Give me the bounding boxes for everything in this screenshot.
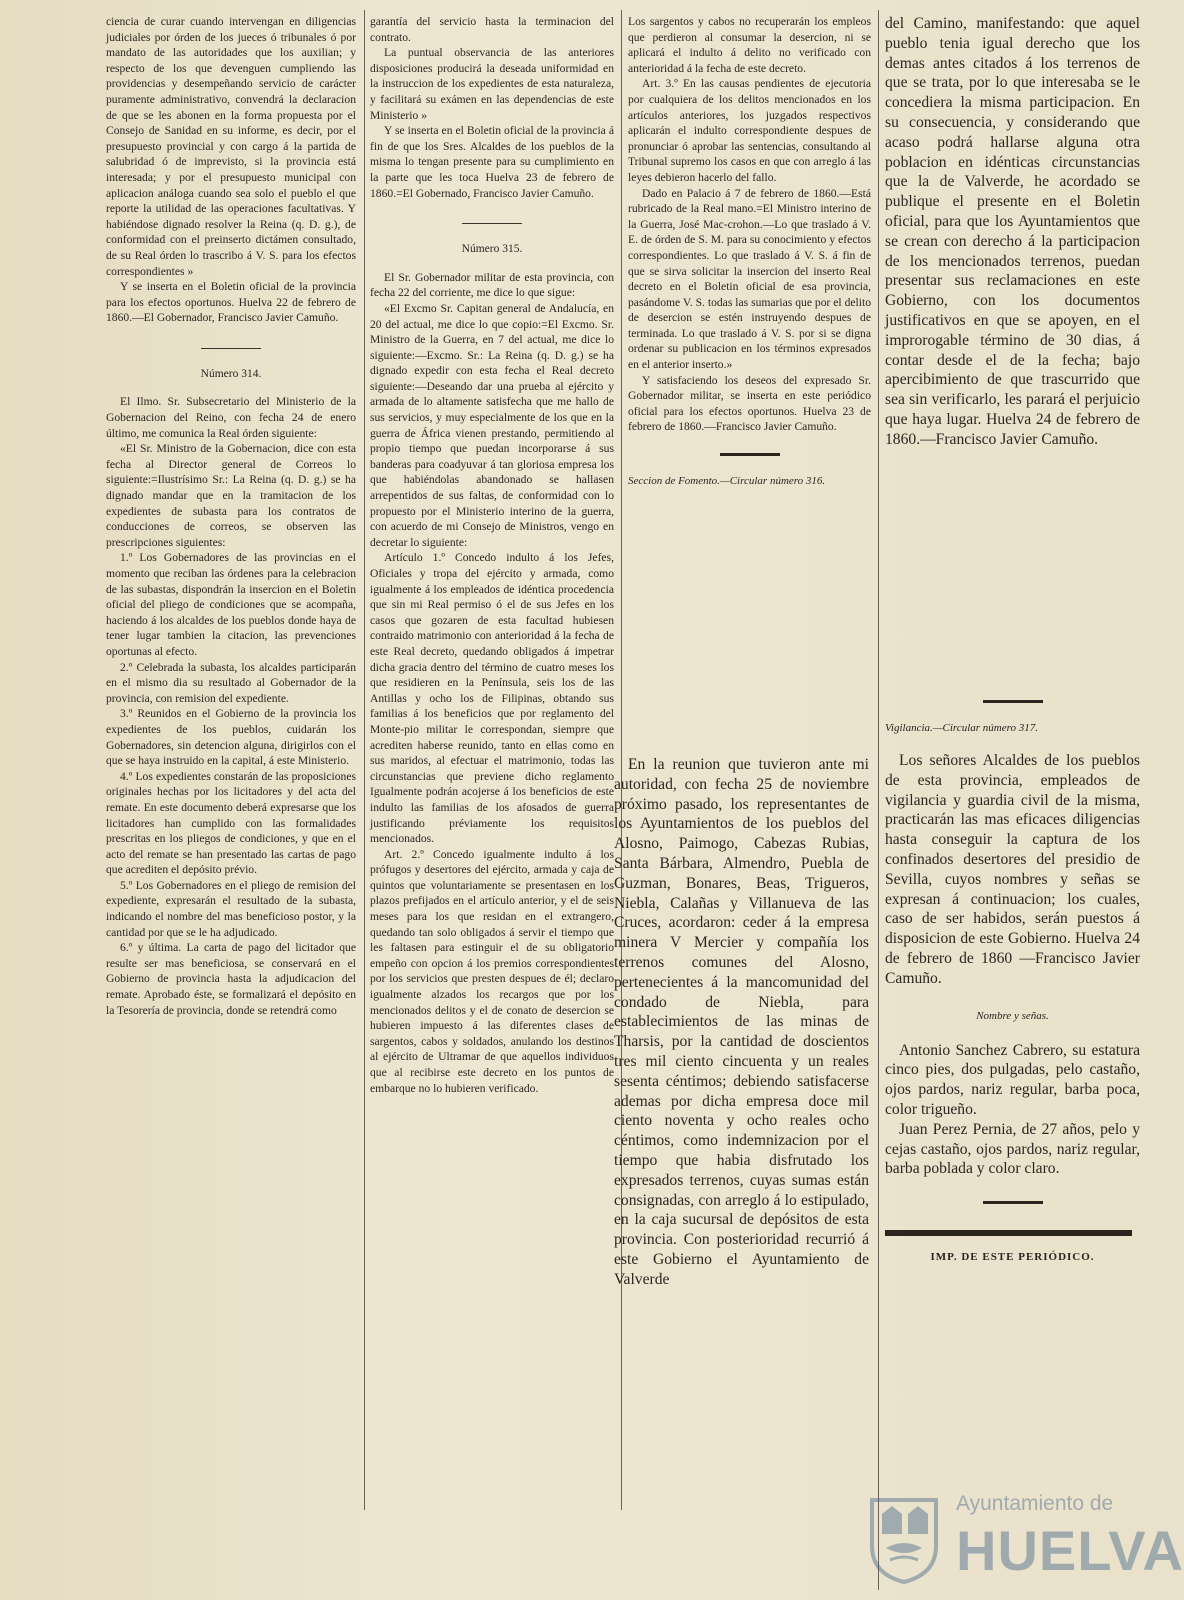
separator-rule (720, 453, 780, 456)
paragraph: Y se inserta en el Boletin oficial de la provincia á fin de que los Sres. Alcaldes de los pueblos de la misma lo tengan presente para su cumplimiento en la parte que les toca Huelva 23 de febrero de 1860.=El Gobernado, Francisco Javier Camuño. (370, 124, 614, 200)
paragraph: Los sargentos y cabos no recuperarán los empleos que perdieron al consumar la desercion, ni se aplicará el indulto á delito no verificado con anterioridad á la fecha de este decreto. (628, 15, 871, 75)
paragraph: Art. 2.º Concedo igualmente indulto á los prófugos y desertores del ejército, armada y caja de quintos que voluntariamente se presentasen en los plazos prefijados en el artículo anterior, y el de seis meses para los que residan en el extrangero, quedando tan solo obligados á servir el tiempo que les faltasen para estinguir el de su obligatorio empeño con opcion á los premios correspondientes por los servicios que presten despues de él; declaro igualmente alzados los recargos que por los mencionados delitos y el de conato de desercion se hubieren impuesto á las diferentes clases de sargentos, cabos y soldados, anulando los destinos al ejército de Ultramar de que aquellos individuos que al recibirse este decreto en los puntos de embarque no lo hubieren verificado. (370, 847, 614, 1095)
paragraph: El Sr. Gobernador militar de esta provincia, con fecha 22 del corriente, me dice lo que sigue: (370, 270, 614, 300)
paragraph: Los señores Alcaldes de los pueblos de esta provincia, empleados de vigilancia y guardia civil de la misma, practicarán las mas eficaces diligencias hasta conseguir la captura de los confinados desertores del presidio de Sevilla, cuyos nombres y señas se expresan á continuacion; los cuales, caso de ser habidos, serán puestos á disposicion de este Gobierno. Huelva 24 de febrero de 1860 —Francisco Javier Camuño. (885, 752, 1140, 987)
paragraph: Dado en Palacio á 7 de febrero de 1860.—Está rubricado de la Real mano.=El Ministro interino de la Guerra, José Mac-crohon.—Lo que traslado á V. E. de órden de S. M. para su conocimiento y efectos correspondientes. Lo que traslado á V. S. á fin de que se sirva solicitar la insercion del inserto Real decreto en el Boletin oficial de esa provincia, pasándome V. S. todas las sumarias que por el delito de desercion se estén instruyendo despues de terminada. Lo que traslado á V. S. por si se digna ordenar su publicacion en los términos expresados en el anterior inserto.» (628, 186, 871, 372)
column-2 (370, 14, 614, 1514)
paragraph: En la reunion que tuvieron ante mi autoridad, con fecha 25 de noviembre próximo pasado, los representantes de los Ayuntamientos de los pueblos del Alosno, Paimogo, Cabezas Rubias, Santa Bárbara, Almendro, Puebla de Guzman, Bonares, Beas, Trigueros, Niebla, Calañas y Villanueva de las Cruces, acordaron: ceder á la empresa minera V Mercier y compañía los terrenos comunes del Alosno, pertenecientes á la mancomunidad del condado de Niebla, para establecimientos de las minas de Tharsis, por la cantidad de doscientos tres mil ciento cincuenta y un reales sesenta céntimos; debiendo satisfacerse ademas por dicha empresa doce mil ciento noventa y ocho reales ocho céntimos, como indemnizacion por el tiempo que habia disfrutado los expresados terrenos, cuyas sumas están consignadas, con arreglo á lo estipulado, en la caja sucursal de depósitos de esta provincia. Con posterioridad recurrió á este Gobierno el Ayuntamiento de Valverde (614, 756, 869, 1288)
person-entry: Antonio Sanchez Cabrero, su estatura cinco pies, dos pulgadas, pelo castaño, ojos pardos, nariz regular, barba poca, color trigueño. (885, 1041, 1140, 1118)
column-1 (106, 14, 356, 1594)
paragraph: Art. 3.º En las causas pendientes de ejecutoria por cualquiera de los delitos mencionados en los artículos anteriores, los juzgados respectivos aplicarán el indulto correspondiente despues de pronunciar ó aprobar las sentencias, consultando al Tribunal supremo los casos en que con arreglo á las leyes debieron hacerlo del fallo. (628, 77, 871, 184)
paragraph: 6.º y última. La carta de pago del licitador que resulte ser mas beneficiosa, se conservará en el Gobierno de provincia hasta la adjudicacion del remate. Aprobado éste, se formalizará el depósito en la Tesorería de provincia, donde se retendrá como (106, 941, 356, 1017)
section-number-315: Número 315. (461, 243, 523, 256)
paragraph: Y se inserta en el Boletin oficial de la provincia para los efectos oportunos. Huelva 22 de febrero de 1860.—El Gobernador, Francisco Javier Camuño. (106, 280, 356, 325)
paragraph: del Camino, manifestando: que aquel pueblo tenia igual derecho que los demas antes citados á los terrenos de que se trata, por lo que interesaba se le concediera la misma participacion. En su consecuencia, y considerando que acaso podrá hallarse alguna otra poblacion en idénticas circunstancias que la de Valverde, he acordado se publique el presente en el Boletin oficial, para que los Ayuntamientos que se crean con derecho á la participacion de los mencionados terrenos, puedan presentar sus reclamaciones en este Gobierno, con los documentos justificativos en que se apoyen, en el improrogable término de 30 dias, á contar desde el de la fecha; bajo apercibimiento de que trascurrido que sea sin verificarlo, les parará el perjuicio que haya lugar. Huelva 24 de febrero de 1860.—Francisco Javier Camuño. (885, 15, 1140, 448)
column-4-large-text (885, 14, 1140, 654)
separator-rule (462, 223, 522, 224)
separator-rule (983, 1201, 1043, 1204)
closing-rule (885, 1230, 1132, 1236)
paragraph: «El Excmo Sr. Capitan general de Andalucía, en 20 del actual, me dice lo que copio:=El Excmo. Sr. Ministro de la Guerra, en 7 del actual, me dice lo siguiente:—Excmo. Sr.: La Reina (q. D. g.) se ha dignado expedir con esta fecha el Real decreto siguiente:—Deseando dar una prueba al ejército y armada de lo altamente satisfecha que me hallo de sus servicios, y muy especialmente de los que en la guerra de África vienen prestando, permitiendo al propio tiempo que puedan incorporarse á sus banderas para coadyuvar á tan gloriosa empresa los que habiéndolas abandonado se hallasen arrepentidos de sus faltas, de conformidad con lo propuesto por el Ministerio interino de la guerra, con acuerdo de mi Consejo de Ministros, vengo en decretar lo siguiente: (370, 301, 614, 549)
paragraph: ciencia de curar cuando intervengan en diligencias judiciales por órden de los jueces ó tribunales ó por mandato de las autoridades que los auxilian; y respecto de los que devenguen cumpliendo las providencias y desempeñando servicio de carácter puramente administrativo, convendrá la declaracion de que se les abonen en la forma propuesta por el Consejo de Sanidad en su informe, es decir, por el presupuesto provincial y con cargo á la partida de salubridad ó de imprevisto, si la provincia está interesada; y por el presupuesto municipal con aplicacion análoga cuando sea solo el pueblo el que reporte la utilidad de las operaciones facultativas. Y habiéndose dignado resolver la Reina (q. D. g.), de conformidad con el preinserto dictámen consultado, de su Real órden lo trascribo á V. S. para los efectos correspondientes » (106, 15, 356, 278)
paragraph: 5.º Los Gobernadores en el pliego de remision del expediente, expresarán el resultado de la subasta, indicando el nombre del mas beneficioso postor, y la cantidad por que se le ha adjudicado. (106, 878, 356, 939)
paragraph: Artículo 1.º Concedo indulto á los Jefes, Oficiales y tropa del ejército y armada, como igualmente á los empleados de idéntica procedencia que sin mi Real permiso ó el de sus Jefes en los casos que gozaren de esta facultad hubiesen contraido matrimonio con anterioridad á la fecha de este Real decreto, quedando obligados á impetrar dicha gracia dentro del término de cuatro meses los que residieren en la Península, seis los de las Antillas y ocho los de Filipinas, obtando sus familias á los beneficios que por reglamento del Monte-pio militar le correspondan, siempre que acrediten haberse reunido, tanto en ellas como en sus maridos, al efectuar el matrimonio, todas las circunstancias que previene dicho reglamento Igualmente podrán acojerse á los beneficios de este indulto las familias de los afosados de guerra justificando préviamente los requisitos mencionados. (370, 551, 614, 846)
paragraph: 1.º Los Gobernadores de las provincias en el momento que reciban las órdenes para la celebracion de las subastas, dispondrán la insercion en el Boletin oficial del pliego de condiciones que se acompaña, haciendo á los alcaldes de los pueblos donde haya de tener lugar tambien la citacion, las prevenciones oportunas al efecto. (106, 551, 356, 658)
separator-rule (983, 700, 1043, 703)
column-3-large-text (614, 755, 869, 1585)
section-heading-fomento: Seccion de Fomento.—Circular número 316. (628, 475, 826, 488)
paragraph: La puntual observancia de las anteriores disposiciones producirá la deseada uniformidad en la instruccion de los expedientes de esta naturaleza, y facilitará su exámen en las dependencias de este Ministerio » (370, 46, 614, 122)
section-number-314: Número 314. (200, 367, 262, 380)
paragraph: El Ilmo. Sr. Subsecretario del Ministerio de la Gobernacion del Reino, con fecha 24 de enero último, me comunica la Real órden siguiente: (106, 395, 356, 440)
paragraph: 4.º Los expedientes constarán de las proposiciones originales hechas por los licitadores y del acta del remate. En este documento deberá expresarse que los licitadores han cumplido con las formalidades prescritas en los pliegos de condiciones, y que en el acto del remate se han presentado las cartas de pago que acrediten el depósito prévio. (106, 769, 356, 877)
watermark-logo (866, 1490, 1184, 1590)
paragraph: 3.º Reunidos en el Gobierno de la provincia los expedientes de los pueblos, cuidarán los Gobernadores, sin detencion alguna, dirigirlos con el que se haya instruido en la capital, á este Ministerio. (106, 707, 356, 768)
column-4 (885, 700, 1140, 1600)
paragraph: 2.º Celebrada la subasta, los alcaldes participarán en el mismo dia su resultado al Gobernador de la provincia, con remision del expediente. (106, 660, 356, 705)
watermark-main-text: HUELVA (956, 1519, 1184, 1582)
person-entry: Juan Perez Pernia, de 27 años, pelo y cejas castaño, ojos pardos, nariz regular, barba poblada y color claro. (885, 1120, 1140, 1178)
separator-rule (201, 348, 261, 349)
column-divider (878, 10, 879, 1590)
imprint: IMP. DE ESTE PERIÓDICO. (930, 1251, 1095, 1264)
paragraph: «El Sr. Ministro de la Gobernacion, dice con esta fecha al Director general de Correos lo siguiente:=Ilustrísimo Sr.: La Reina (q. D. g.) se ha dignado mandar que en la tramitacion de los expedientes de subasta para los contratos de conducciones de correos, se observen las prescripciones siguientes: (106, 442, 356, 549)
section-heading-vigilancia: Vigilancia.—Circular número 317. (885, 722, 1038, 734)
watermark-top-text: Ayuntamiento de (956, 1492, 1114, 1515)
column-3 (628, 14, 871, 704)
subheading-nombre-senas: Nombre y señas. (976, 1009, 1049, 1022)
paragraph: Y satisfaciendo los deseos del expresado Sr. Gobernador militar, se inserta en este periódico oficial para los efectos oportunos. Huelva 23 de febrero de 1860.—Francisco Javier Camuño. (628, 373, 871, 434)
column-divider (364, 10, 365, 1510)
paragraph: garantía del servicio hasta la terminacion del contrato. (370, 15, 614, 44)
crest-icon (866, 1496, 942, 1584)
